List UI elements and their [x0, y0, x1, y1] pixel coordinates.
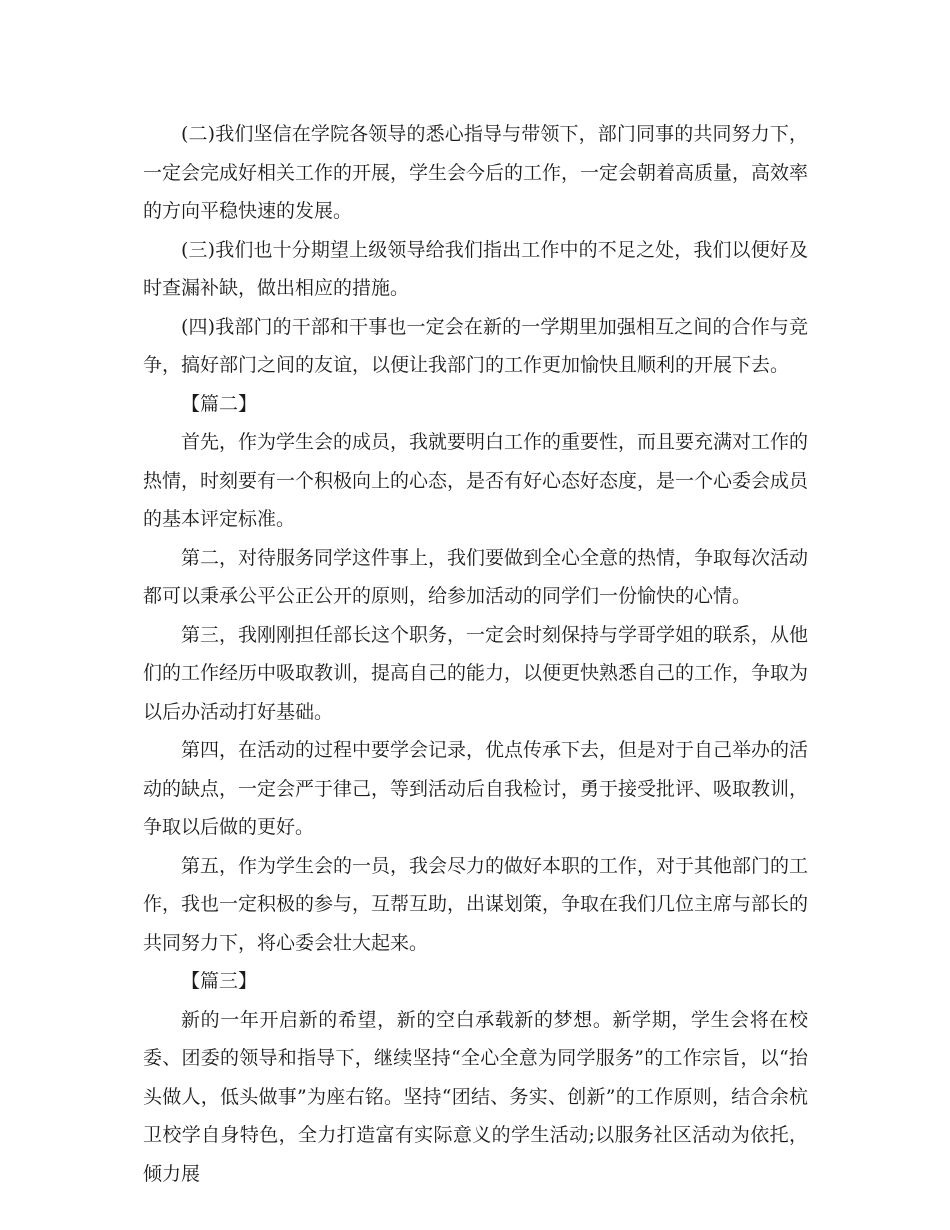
- paragraph-first: 首先，作为学生会的成员，我就要明白工作的重要性，而且要充满对工作的热情，时刻要有一个积极向上的心态，是否有好心态好态度，是一个心委会成员的基本评定标准。: [143, 431, 809, 530]
- section-heading-part-3: 【篇三】: [181, 970, 258, 992]
- section-heading-part-2: 【篇二】: [181, 392, 258, 415]
- paragraph-conclusion-3: (三)我们也十分期望上级领导给我们指出工作中的不足之处，我们以便好及时查漏补缺，做出相应的措施。: [143, 238, 808, 299]
- paragraph-conclusion-2: (二)我们坚信在学院各领导的悉心指导与带领下，部门同事的共同努力下，一定会完成好相关工作的开展，学生会今后的工作，一定会朝着高质量，高效率的方向平稳快速的发展。: [143, 123, 809, 222]
- document-body: [143, 115, 808, 1193]
- paragraph-conclusion-4: (四)我部门的干部和干事也一定会在新的一学期里加强相互之间的合作与竞争，搞好部门之间的友谊，以便让我部门的工作更加愉快且顺利的开展下去。: [143, 315, 808, 376]
- paragraph-fifth: 第五，作为学生会的一员，我会尽力的做好本职的工作，对于其他部门的工作，我也一定积极的参与，互帮互助，出谋划策，争取在我们几位主席与部长的共同努力下，将心委会壮大起来。: [143, 854, 809, 954]
- paragraph-second: 第二，对待服务同学这件事上，我们要做到全心全意的热情，争取每次活动都可以秉承公平公正公开的原则，给参加活动的同学们一份愉快的心情。: [143, 546, 809, 607]
- paragraph-third: 第三，我刚刚担任部长这个职务，一定会时刻保持与学哥学姐的联系，从他们的工作经历中吸取教训，提高自己的能力，以便更快熟悉自己的工作，争取为以后办活动打好基础。: [143, 623, 809, 723]
- paragraph-fourth: 第四，在活动的过程中要学会记录，优点传承下去，但是对于自己举办的活动的缺点，一定会严于律己，等到活动后自我检讨，勇于接受批评、吸取教训，争取以后做的更好。: [143, 739, 809, 838]
- paragraph-new-year: 新的一年开启新的希望，新的空白承载新的梦想。新学期，学生会将在校委、团委的领导和指导下，继续坚持“全心全意为同学服务”的工作宗旨，以“抬头做人，低头做事”为座右铭。坚持“团结、务实、创新”的工作原则，结合余杭卫校学自身特色，全力打造富有实际意义的学生活动;以服务社区活动为依托，倾力展: [143, 1008, 808, 1185]
